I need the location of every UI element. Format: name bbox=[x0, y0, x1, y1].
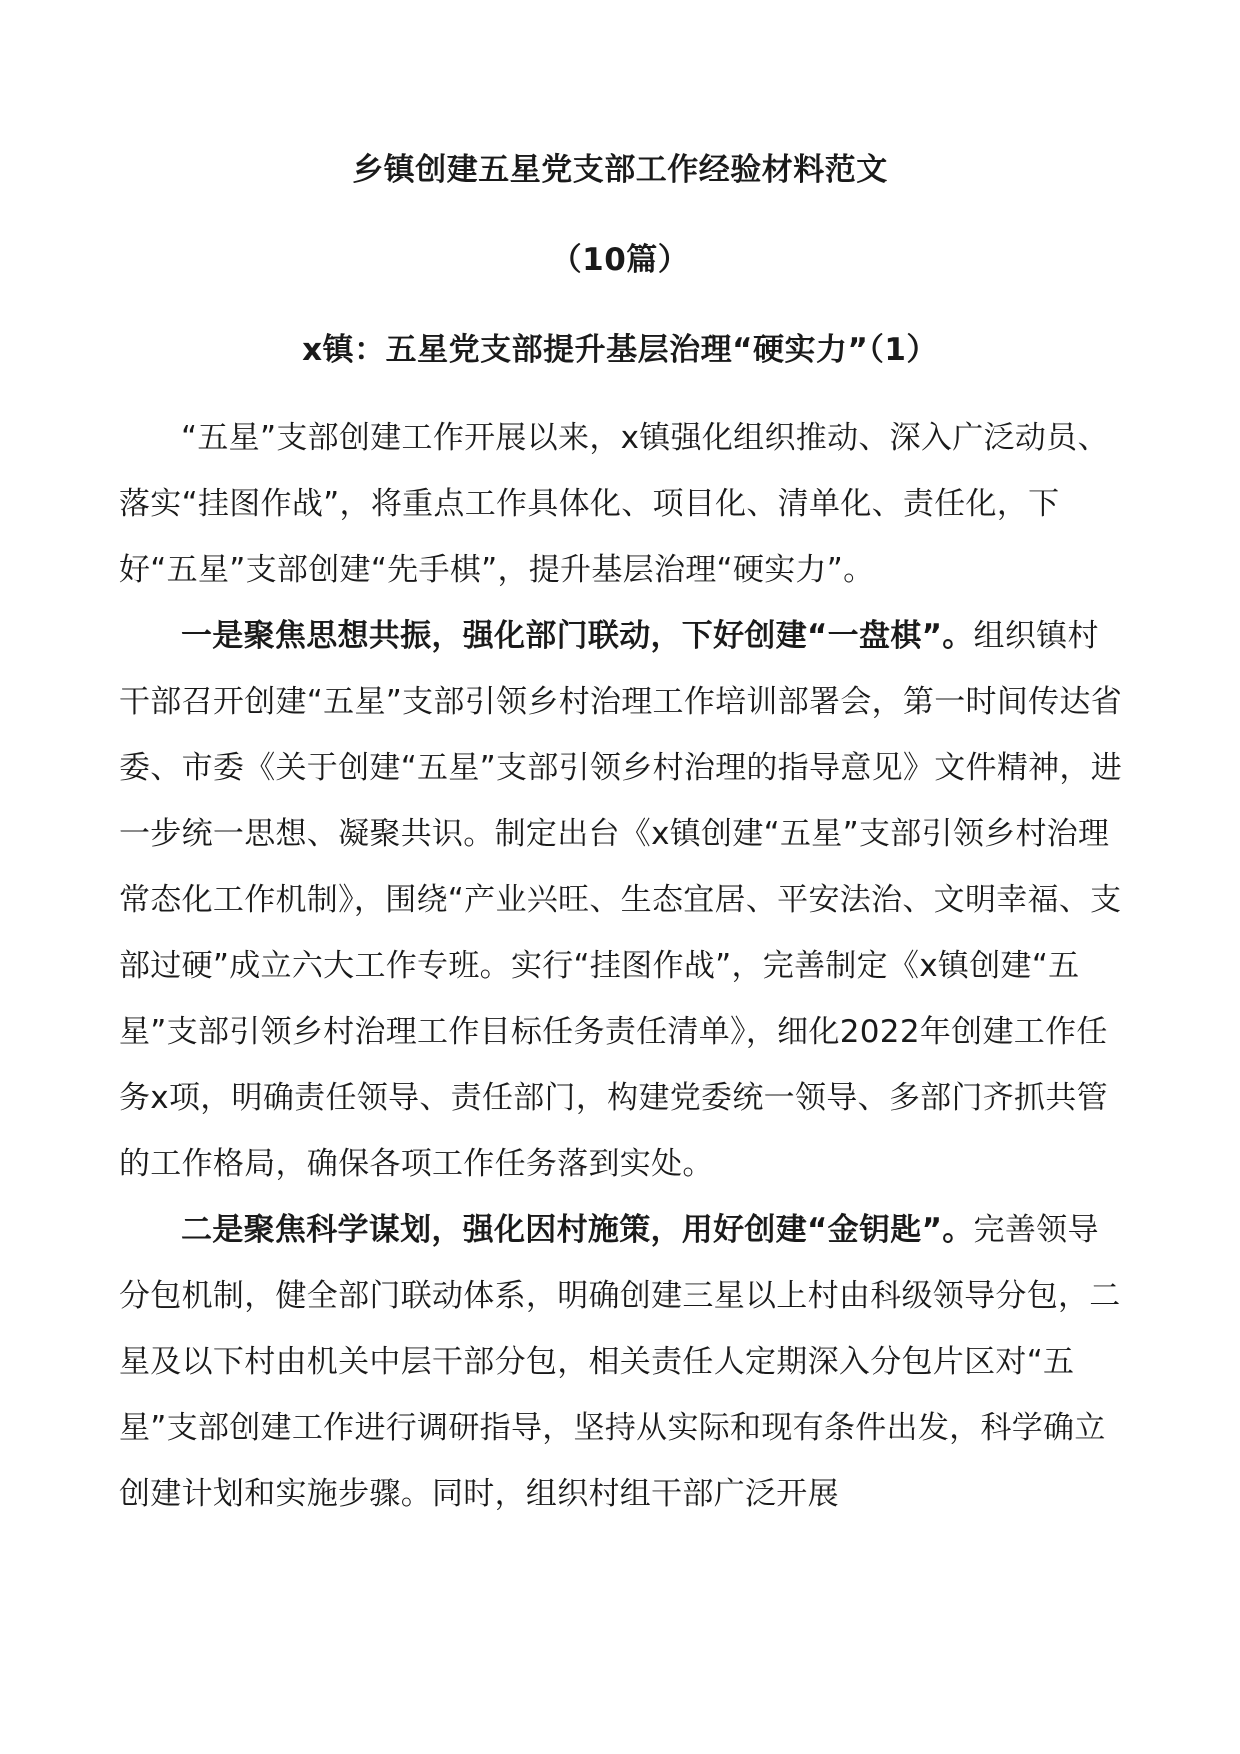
paragraph-text: “五星”支部创建工作开展以来，x镇强化组织推动、深入广泛动员、落实“挂图作战”，将重点工作具体化、项目化、清单化、责任化，下好“五星”支部创建“先手棋”，提升基层治理“硬实力”。 bbox=[119, 420, 1109, 588]
document-body bbox=[119, 405, 1129, 1527]
paragraph-point-one bbox=[119, 603, 1129, 1197]
paragraph-point-two bbox=[119, 1197, 1129, 1527]
document-title: 乡镇创建五星党支部工作经验材料范文 bbox=[352, 152, 888, 188]
document-subtitle: （10篇） bbox=[550, 242, 690, 278]
paragraph-text: 组织镇村干部召开创建“五星”支部引领乡村治理工作培训部署会，第一时间传达省委、市委《关于创建“五星”支部引领乡村治理的指导意见》文件精神，进一步统一思想、凝聚共识。制定出台《x镇创建“五星”支部引领乡村治理常态化工作机制》，围绕“产业兴旺、生态宜居、平安法治、文明幸福、支部过硬”成立六大工作专班。实行“挂图作战”，完善制定《x镇创建“五星”支部引领乡村治理工作目标任务责任清单》，细化2022年创建工作任务x项，明确责任领导、责任部门，构建党委统一领导、多部门齐抓共管的工作格局，确保各项工作任务落到实处。 bbox=[119, 618, 1123, 1182]
paragraph-text: 完善领导分包机制，健全部门联动体系，明确创建三星以上村由科级领导分包，二星及以下村由机关中层干部分包，相关责任人定期深入分包片区对“五星”支部创建工作进行调研指导，坚持从实际和现有条件出发，科学确立创建计划和实施步骤。同时，组织村组干部广泛开展 bbox=[119, 1212, 1121, 1512]
paragraph-lead: 二是聚焦科学谋划，强化因村施策，用好创建“金钥匙”。 bbox=[181, 1212, 974, 1248]
section-title: x镇：五星党支部提升基层治理“硬实力”（1） bbox=[302, 332, 938, 368]
paragraph-intro bbox=[119, 405, 1129, 603]
paragraph-lead: 一是聚焦思想共振，强化部门联动，下好创建“一盘棋”。 bbox=[181, 618, 974, 654]
